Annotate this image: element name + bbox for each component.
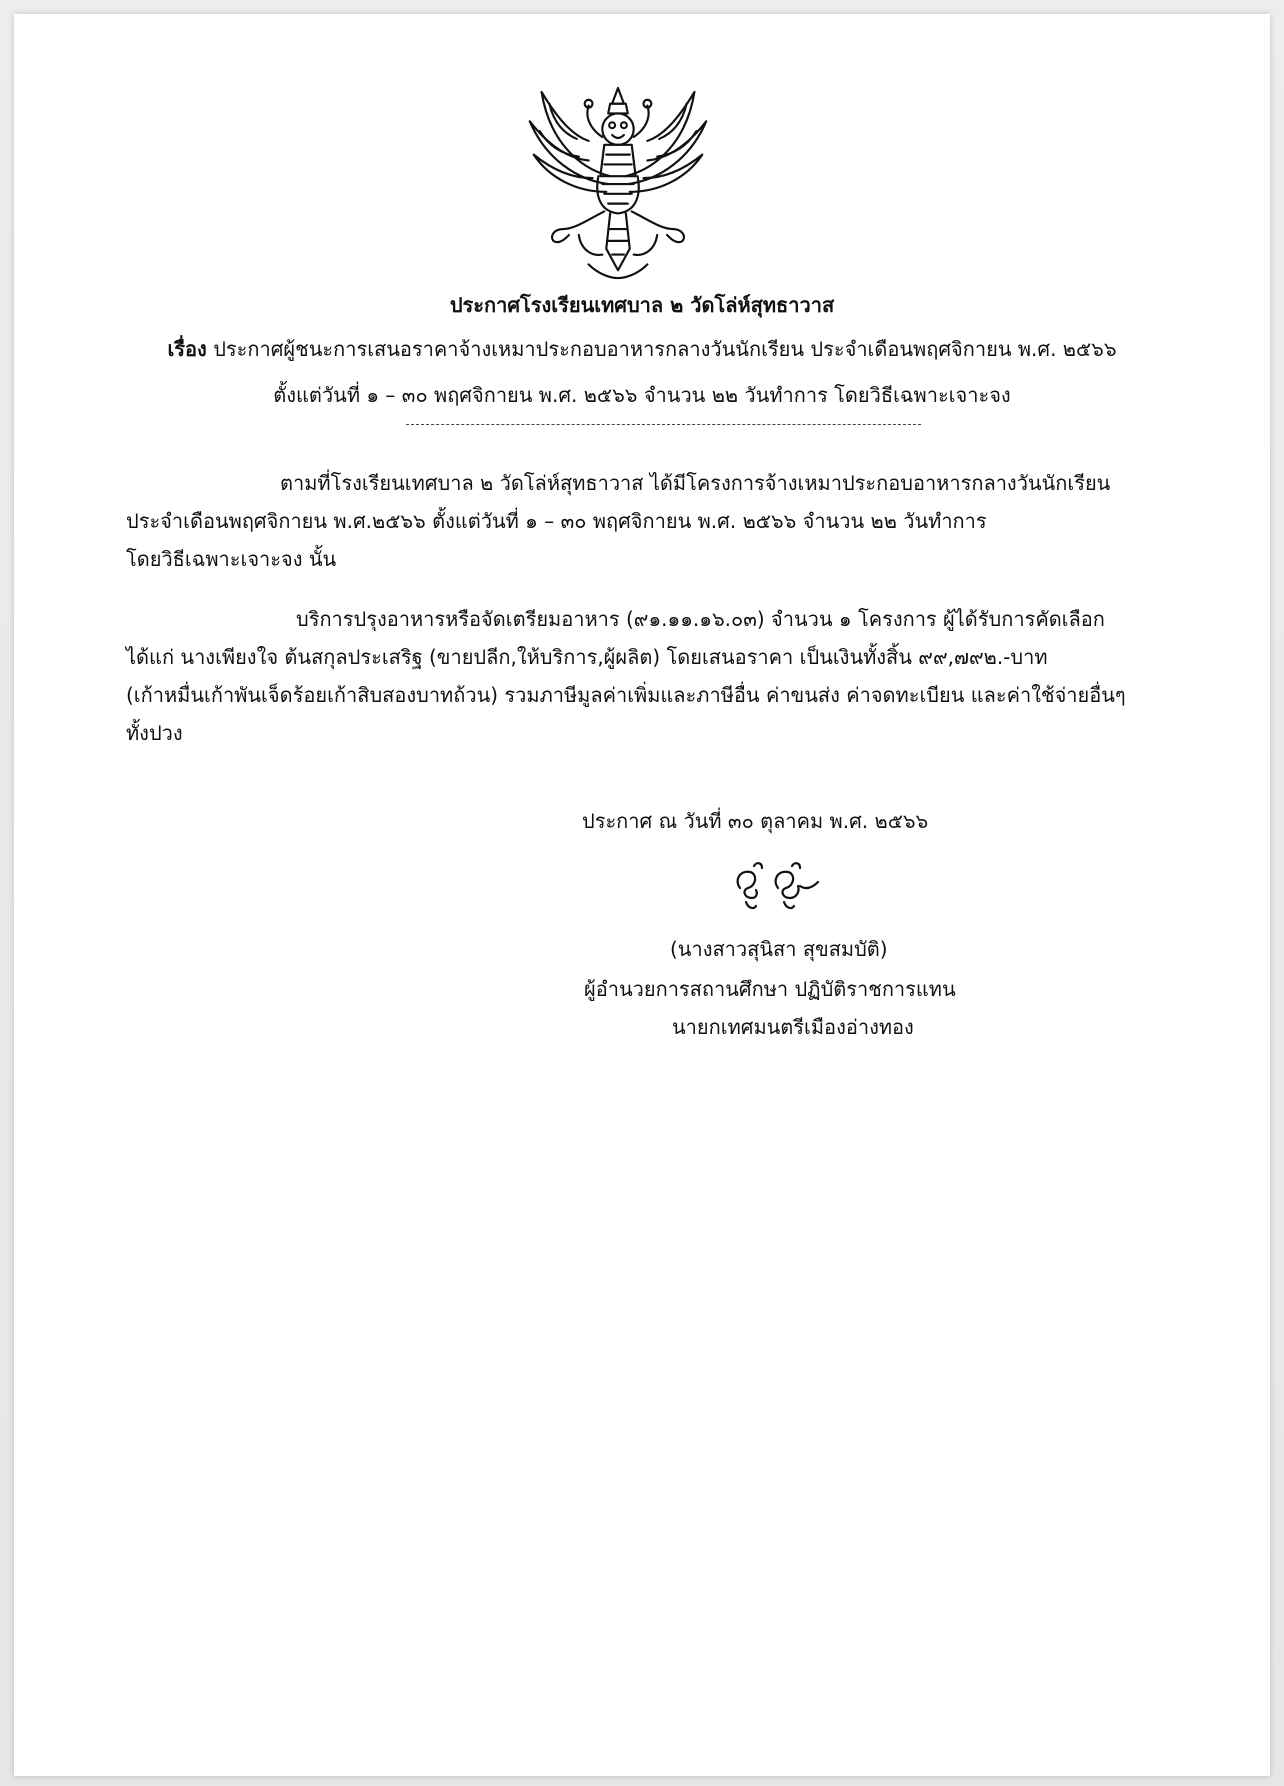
signer-name: (นางสาวสุนิสา สุขสมบัติ) bbox=[670, 937, 888, 961]
divider bbox=[406, 424, 921, 425]
handwritten-signature bbox=[726, 858, 830, 916]
garuda-emblem-icon bbox=[520, 82, 716, 288]
paragraph-2-line-1: บริการปรุงอาหารหรือจัดเตรียมอาหาร (๙๑.๑๑.๑๖.๐๓) จำนวน ๑ โครงการ ผู้ได้รับการคัดเลือก bbox=[296, 607, 1105, 631]
subject-label: เรื่อง bbox=[167, 337, 207, 361]
signer-position-1: ผู้อำนวยการสถานศึกษา ปฏิบัติราชการแทน bbox=[584, 977, 956, 1001]
subject-line-2: ตั้งแต่วันที่ ๑ – ๓๐ พฤศจิกายน พ.ศ. ๒๕๖๖ จำนวน ๒๒ วันทำการ โดยวิธีเฉพาะเจาะจง bbox=[273, 383, 1011, 407]
subject-line bbox=[0, 336, 1284, 362]
announcement-date: ประกาศ ณ วันที่ ๓๐ ตุลาคม พ.ศ. ๒๕๖๖ bbox=[582, 809, 929, 833]
paragraph-2-line-3: (เก้าหมื่นเก้าพันเจ็ดร้อยเก้าสิบสองบาทถ้วน) รวมภาษีมูลค่าเพิ่มและภาษีอื่น ค่าขนส่ง ค่าจดทะเบียน และค่าใช้จ่ายอื่นๆ bbox=[126, 683, 1126, 707]
paragraph-1-line-3: โดยวิธีเฉพาะเจาะจง นั้น bbox=[126, 547, 337, 571]
document-title: ประกาศโรงเรียนเทศบาล ๒ วัดโล่ห์สุทธาวาส bbox=[449, 293, 835, 317]
paragraph-2-line-4: ทั้งปวง bbox=[126, 721, 183, 745]
paragraph-1-line-2: ประจำเดือนพฤศจิกายน พ.ศ.๒๕๖๖ ตั้งแต่วันที่ ๑ – ๓๐ พฤศจิกายน พ.ศ. ๒๕๖๖ จำนวน ๒๒ วันทำการ bbox=[126, 509, 987, 533]
paragraph-1-line-1: ตามที่โรงเรียนเทศบาล ๒ วัดโล่ห์สุทธาวาส ได้มีโครงการจ้างเหมาประกอบอาหารกลางวันนักเรียน bbox=[280, 471, 1111, 495]
subject-text: ประกาศผู้ชนะการเสนอราคาจ้างเหมาประกอบอาหารกลางวันนักเรียน ประจำเดือนพฤศจิกายน พ.ศ. ๒๕๖๖ bbox=[213, 337, 1117, 361]
paragraph-2-line-2: ได้แก่ นางเพียงใจ ต้นสกุลประเสริฐ (ขายปลีก,ให้บริการ,ผู้ผลิต) โดยเสนอราคา เป็นเงินทั้งสิ้น ๙๙,๗๙๒.-บาท bbox=[126, 645, 1048, 669]
signer-position-2: นายกเทศมนตรีเมืองอ่างทอง bbox=[672, 1015, 914, 1039]
